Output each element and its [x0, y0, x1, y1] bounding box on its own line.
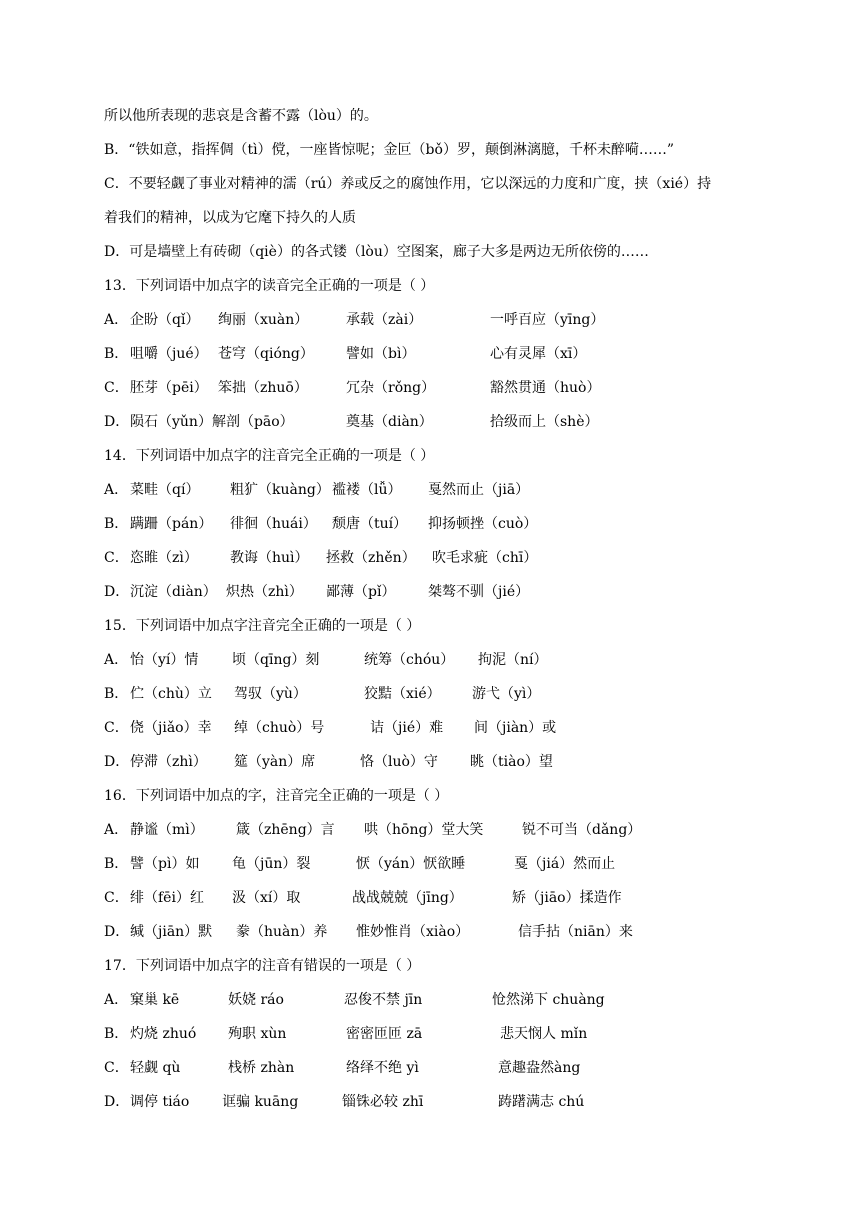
- option-item: 粗犷（kuàng）: [230, 482, 330, 498]
- option-label: B．: [104, 856, 129, 872]
- option-item: 栈桥 zhàn: [228, 1060, 295, 1076]
- option-item: 绯（fēi）红: [130, 890, 204, 906]
- option-item: 悲天悯人 mǐn: [500, 1026, 588, 1042]
- option-item: 菜畦（qí）: [130, 482, 200, 498]
- option-item: 忍俊不禁 jīn: [344, 992, 423, 1008]
- option-label: A．: [104, 312, 129, 328]
- option-item: 陨石（yǔn）解剖（pāo）: [130, 414, 294, 430]
- option-item: 褴褛（lǚ）: [332, 482, 402, 498]
- option-label: D．: [104, 1094, 130, 1110]
- option-item: 汲（xí）取: [232, 890, 301, 906]
- option-item: 眺（tiào）望: [470, 754, 553, 770]
- option-item: 怡（yí）情: [130, 652, 199, 668]
- option-item: 拾级而上（shè）: [490, 414, 599, 430]
- option-item: 战战兢兢（jīng）: [352, 890, 463, 906]
- question-15-stem: 15．下列词语中加点字注音完全正确的一项是（ ）: [104, 618, 421, 634]
- option-item: 伫（chù）立: [130, 686, 212, 702]
- option-item: 炽热（zhì）: [226, 584, 303, 600]
- option-item: 信手拈（niān）来: [518, 924, 633, 940]
- option-item: 间（jiàn）或: [474, 720, 557, 736]
- option-item: 豁然贯通（huò）: [490, 380, 601, 396]
- option-item: 颓唐（tuí）: [332, 516, 408, 532]
- option-item: 绰（chuò）号: [234, 720, 325, 736]
- option-item: 游弋（yì）: [472, 686, 541, 702]
- option-label: A．: [104, 992, 129, 1008]
- option-label: D．: [104, 414, 130, 430]
- option-item: 企盼（qǐ）: [130, 312, 200, 328]
- option-item: 一呼百应（yīng）: [490, 312, 605, 328]
- option-b-text: B．“铁如意，指挥倜（tì）傥，一座皆惊呢；金叵（bǒ）罗，颠倒淋漓臆，千杯未醉嗬……”: [104, 142, 675, 158]
- option-item: 戛（jiá）然而止: [514, 856, 616, 872]
- option-item: 桀骜不驯（jié）: [428, 584, 530, 600]
- option-item: 咀嚼（jué）: [130, 346, 208, 362]
- option-item: 恹（yán）恹欲睡: [356, 856, 466, 872]
- option-item: 恣睢（zì）: [130, 550, 198, 566]
- option-label: B．: [104, 516, 129, 532]
- option-item: 拯救（zhěn）: [326, 550, 416, 566]
- option-item: 冗杂（rǒng）: [346, 380, 436, 396]
- question-17-stem: 17．下列词语中加点字的注音有错误的一项是（ ）: [104, 958, 421, 974]
- option-item: 绚丽（xuàn）: [218, 312, 309, 328]
- option-item: 诓骗 kuāng: [222, 1094, 299, 1110]
- option-item: 龟（jūn）裂: [232, 856, 311, 872]
- option-label: D．: [104, 584, 130, 600]
- option-label: A．: [104, 822, 129, 838]
- option-item: 缄（jiān）默: [130, 924, 213, 940]
- option-item: 吹毛求疵（chī）: [432, 550, 538, 566]
- option-label: C．: [104, 890, 129, 906]
- option-item: 诘（jié）难: [370, 720, 444, 736]
- option-c-text-line1: C．不要轻觑了事业对精神的濡（rú）养或反之的腐蚀作用，它以深远的力度和广度，挟（xié）持: [104, 176, 712, 192]
- option-item: 顷（qīng）刻: [232, 652, 320, 668]
- option-item: 轻觑 qù: [130, 1060, 181, 1076]
- question-13-stem: 13．下列词语中加点字的读音完全正确的一项是（ ）: [104, 278, 435, 294]
- option-label: C．: [104, 1060, 129, 1076]
- option-label: D．: [104, 924, 130, 940]
- option-item: 锐不可当（dǎng）: [522, 822, 642, 838]
- option-item: 拘泥（ní）: [478, 652, 548, 668]
- question-16-stem: 16．下列词语中加点的字，注音完全正确的一项是（ ）: [104, 788, 449, 804]
- option-item: 统筹（chóu）: [364, 652, 455, 668]
- option-c-text-line2: 着我们的精神，以成为它麾下持久的人质: [104, 210, 356, 226]
- option-item: 灼烧 zhuó: [130, 1026, 197, 1042]
- option-item: 殉职 xùn: [228, 1026, 287, 1042]
- option-item: 譬如（bì）: [346, 346, 416, 362]
- option-item: 蹒跚（pán）: [130, 516, 213, 532]
- option-item: 侥（jiǎo）幸: [130, 720, 212, 736]
- option-item: 矫（jiāo）揉造作: [512, 890, 622, 906]
- option-item: 踌躇满志 chú: [498, 1094, 585, 1110]
- option-label: C．: [104, 380, 129, 396]
- option-item: 妖娆 ráo: [228, 992, 284, 1008]
- option-item: 鄙薄（pǐ）: [326, 584, 396, 600]
- option-item: 抑扬顿挫（cuò）: [428, 516, 538, 532]
- option-item: 心有灵犀（xī）: [490, 346, 587, 362]
- option-label: A．: [104, 652, 129, 668]
- option-item: 驾驭（yù）: [234, 686, 307, 702]
- option-item: 调停 tiáo: [130, 1094, 190, 1110]
- option-item: 豢（huàn）养: [236, 924, 328, 940]
- option-item: 静谧（mì）: [130, 822, 204, 838]
- intro-line: 所以他所表现的悲哀是含蓄不露（lòu）的。: [104, 108, 378, 124]
- option-item: 络绎不绝 yì: [346, 1060, 419, 1076]
- option-item: 胚芽（pēi）: [130, 380, 208, 396]
- option-item: 哄（hōng）堂大笑: [364, 822, 484, 838]
- option-item: 箴（zhēng）言: [236, 822, 335, 838]
- option-item: 密密匝匝 zā: [346, 1026, 423, 1042]
- option-item: 承载（zài）: [346, 312, 423, 328]
- option-label: A．: [104, 482, 129, 498]
- option-item: 窠巢 kē: [130, 992, 180, 1008]
- option-item: 筵（yàn）席: [234, 754, 316, 770]
- option-item: 恪（luò）守: [360, 754, 438, 770]
- option-item: 奠基（diàn）: [346, 414, 433, 430]
- option-label: B．: [104, 346, 129, 362]
- option-item: 戛然而止（jiā）: [428, 482, 530, 498]
- option-label: D．: [104, 754, 130, 770]
- option-label: B．: [104, 1026, 129, 1042]
- option-item: 锱铢必较 zhī: [342, 1094, 424, 1110]
- option-label: C．: [104, 550, 129, 566]
- option-item: 狡黠（xié）: [364, 686, 441, 702]
- option-item: 怆然涕下 chuàng: [492, 992, 605, 1008]
- option-label: B．: [104, 686, 129, 702]
- option-item: 意趣盎然àng: [498, 1060, 581, 1076]
- option-item: 停滞（zhì）: [130, 754, 207, 770]
- question-14-stem: 14．下列词语中加点字的注音完全正确的一项是（ ）: [104, 448, 435, 464]
- option-item: 沉淀（diàn）: [130, 584, 217, 600]
- option-item: 苍穹（qióng）: [218, 346, 314, 362]
- option-item: 教诲（huì）: [230, 550, 309, 566]
- option-item: 惟妙惟肖（xiào）: [356, 924, 470, 940]
- option-d-text: D．可是墙壁上有砖砌（qiè）的各式镂（lòu）空图案，廊子大多是两边无所依傍的……: [104, 244, 649, 260]
- option-item: 徘徊（huái）: [230, 516, 317, 532]
- option-label: C．: [104, 720, 129, 736]
- option-item: 笨拙（zhuō）: [218, 380, 308, 396]
- option-item: 譬（pì）如: [130, 856, 200, 872]
